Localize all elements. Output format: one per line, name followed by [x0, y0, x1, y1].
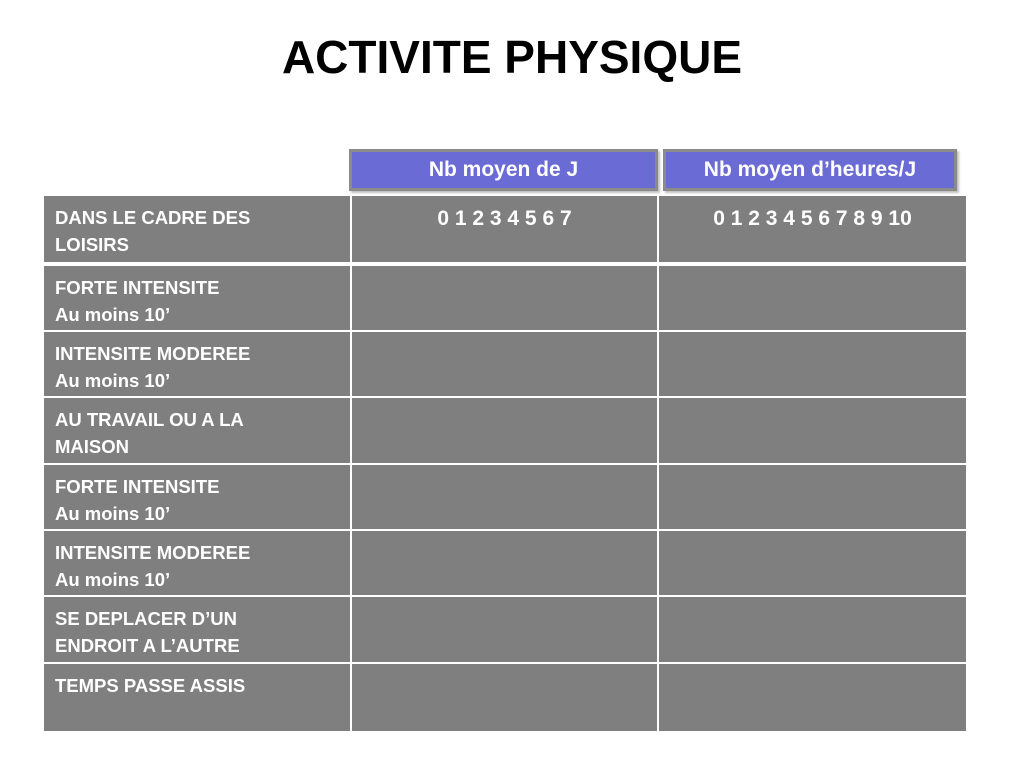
days-cell[interactable] — [352, 332, 659, 396]
row-label-line1: FORTE INTENSITE — [55, 277, 220, 298]
row-label-line2: Au moins 10’ — [55, 569, 171, 590]
row-label-line2: Au moins 10’ — [55, 370, 171, 391]
column-header-hours: Nb moyen d’heures/J — [663, 149, 957, 191]
row-label-line1: DANS LE CADRE DES — [55, 207, 251, 228]
table-row — [44, 465, 966, 529]
row-label-line1: FORTE INTENSITE — [55, 476, 220, 497]
row-label-line2: Au moins 10’ — [55, 503, 171, 524]
row-label — [44, 266, 352, 330]
row-label — [44, 465, 352, 529]
days-cell[interactable] — [352, 664, 659, 731]
days-cell[interactable] — [352, 465, 659, 529]
table-row — [44, 398, 966, 463]
days-cell[interactable] — [352, 266, 659, 330]
hours-cell[interactable] — [659, 398, 966, 463]
table-row — [44, 266, 966, 330]
hours-scale-cell: 0 1 2 3 4 5 6 7 8 9 10 — [713, 207, 912, 230]
row-label-line1: TEMPS PASSE ASSIS — [55, 675, 246, 696]
row-label-line1: AU TRAVAIL OU A LA — [55, 409, 244, 430]
page-title: ACTIVITE PHYSIQUE — [281, 31, 743, 83]
hours-cell[interactable] — [659, 531, 966, 595]
hours-cell[interactable] — [659, 266, 966, 330]
row-label — [44, 332, 352, 396]
row-label-line2: MAISON — [55, 436, 129, 457]
row-label-line2: ENDROIT A L’AUTRE — [55, 635, 240, 656]
row-label — [44, 196, 352, 262]
table-row — [44, 597, 966, 662]
row-label-line2: Au moins 10’ — [55, 304, 171, 325]
table-row — [44, 531, 966, 595]
row-label-line1: INTENSITE MODEREE — [55, 343, 251, 364]
table-row — [44, 332, 966, 396]
row-label — [44, 531, 352, 595]
table-row — [44, 196, 966, 262]
days-scale-cell: 0 1 2 3 4 5 6 7 — [352, 196, 659, 262]
row-label — [44, 398, 352, 463]
hours-cell[interactable] — [659, 597, 966, 662]
days-cell[interactable] — [352, 597, 659, 662]
hours-cell[interactable] — [659, 465, 966, 529]
hours-cell[interactable] — [659, 664, 966, 731]
column-header-days: Nb moyen de J — [349, 149, 658, 191]
activity-table — [44, 196, 966, 731]
row-label-line1: SE DEPLACER D’UN — [55, 608, 237, 629]
row-label-line2: LOISIRS — [55, 234, 130, 255]
row-label — [44, 597, 352, 662]
days-cell[interactable] — [352, 531, 659, 595]
days-cell[interactable] — [352, 398, 659, 463]
hours-cell[interactable] — [659, 332, 966, 396]
row-label — [44, 664, 352, 731]
row-label-line1: INTENSITE MODEREE — [55, 542, 251, 563]
table-row — [44, 664, 966, 731]
